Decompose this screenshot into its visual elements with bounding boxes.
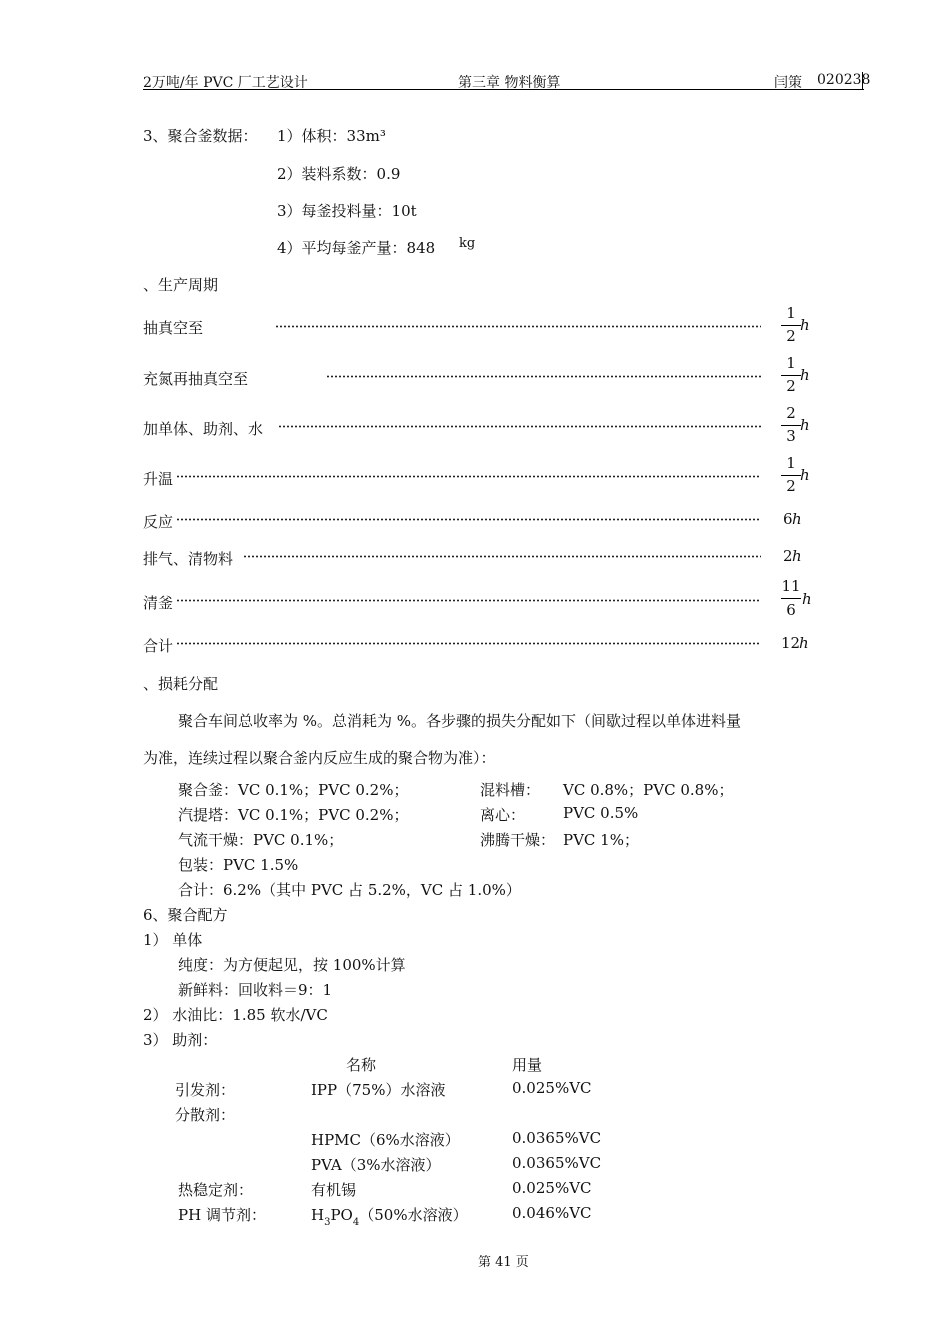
loss-right-label-2: 离心：	[480, 806, 526, 824]
reactor-item-1: 1）体积：33m³	[277, 127, 386, 145]
loss-right-label-1: 混料槽：	[480, 781, 541, 799]
header-id: 020238	[817, 72, 871, 88]
additive-name-h3po4	[311, 1204, 468, 1228]
additive-name: HPMC（6%水溶液）	[311, 1131, 460, 1149]
fraction-den: 2	[786, 327, 796, 345]
unit-h: h	[799, 634, 809, 652]
unit-h: h	[792, 547, 802, 565]
leader-dots	[278, 425, 761, 428]
formula-h: H	[311, 1206, 325, 1224]
fraction-bar	[781, 598, 801, 599]
additive-name: 有机锡	[311, 1181, 357, 1199]
fraction-num: 1	[786, 354, 796, 372]
cycle-row-value: 12	[781, 634, 801, 652]
unit-h: h	[802, 590, 812, 608]
leader-dots	[176, 642, 761, 645]
loss-left-4: 包装：PVC 1.5%	[178, 856, 299, 874]
formula-sub-4: 4	[352, 1217, 360, 1228]
formula-s1b: 新鲜料：回收料＝9：1	[178, 981, 333, 999]
cycle-row-label: 充氮再抽真空至	[143, 370, 249, 388]
fraction-den: 6	[786, 601, 796, 619]
cycle-title: 、生产周期	[143, 276, 219, 294]
loss-left-1: 聚合釜：VC 0.1%；PVC 0.2%；	[178, 781, 409, 799]
reactor-label: 3、聚合釜数据：	[143, 127, 258, 145]
leader-dots	[176, 475, 761, 478]
cycle-row-label: 排气、清物料	[143, 550, 234, 568]
cycle-row-label: 抽真空至	[143, 319, 204, 337]
additive-name: PVA（3%水溶液）	[311, 1156, 441, 1174]
additive-amount: 0.025%VC	[512, 1079, 592, 1097]
formula-s3: 3） 助剂：	[143, 1031, 218, 1049]
header-title: 2万吨/年 PVC 厂工艺设计	[143, 75, 308, 91]
fraction-num: 2	[786, 404, 796, 422]
loss-para-line2: 为准，连续过程以聚合釜内反应生成的聚合物为准）：	[143, 749, 496, 767]
additive-name: IPP（75%）水溶液	[311, 1081, 446, 1099]
additive-amount: 0.0365%VC	[512, 1154, 602, 1172]
leader-dots	[243, 555, 761, 558]
leader-dots	[176, 518, 761, 521]
unit-h: h	[800, 416, 810, 434]
cycle-row-value: 2	[783, 547, 793, 565]
additive-amount: 0.0365%VC	[512, 1129, 602, 1147]
loss-left-2: 汽提塔：VC 0.1%；PVC 0.2%；	[178, 806, 409, 824]
header-vbar	[862, 72, 863, 89]
additive-cat: 引发剂：	[175, 1081, 236, 1099]
page-number: 第 41 页	[478, 1255, 529, 1270]
fraction-bar	[781, 475, 801, 476]
col-header-amount: 用量	[512, 1056, 543, 1074]
additive-cat: PH 调节剂：	[178, 1206, 266, 1224]
formula-po: PO	[330, 1206, 353, 1224]
cycle-row-label: 反应	[143, 513, 174, 531]
col-header-name: 名称	[346, 1056, 377, 1074]
cycle-row-label: 加单体、助剂、水	[143, 420, 264, 438]
loss-right-val-2: PVC 0.5%	[563, 804, 639, 822]
loss-left-3: 气流干燥：PVC 0.1%；	[178, 831, 344, 849]
formula-sub-3: 3	[324, 1217, 331, 1228]
fraction-num: 1	[786, 304, 796, 322]
additive-amount: 0.046%VC	[512, 1204, 592, 1222]
loss-right-val-3: PVC 1%；	[563, 831, 639, 849]
fraction-bar	[781, 425, 801, 426]
additive-cat: 热稳定剂：	[178, 1181, 254, 1199]
formula-s1a: 纯度：为方便起见，按 100%计算	[178, 956, 406, 974]
cycle-row-label: 清釜	[143, 594, 174, 612]
reactor-item-2: 2）装料系数：0.9	[277, 165, 401, 183]
loss-right-label-3: 沸腾干燥：	[480, 831, 556, 849]
loss-para-line1: 聚合车间总收率为 %。总消耗为 %。各步骤的损失分配如下（间歇过程以单体进料量	[178, 712, 742, 730]
loss-title: 、损耗分配	[143, 675, 219, 693]
formula-s1: 1） 单体	[143, 931, 203, 949]
leader-dots	[275, 325, 761, 328]
loss-right-val-1: VC 0.8%；PVC 0.8%；	[563, 781, 734, 799]
fraction-num: 11	[781, 577, 801, 595]
fraction-bar	[781, 325, 801, 326]
reactor-item-4: 4）平均每釜产量：848	[277, 239, 436, 257]
fraction-den: 2	[786, 377, 796, 395]
leader-dots	[326, 375, 761, 378]
cycle-row-label: 合计	[143, 637, 174, 655]
unit-h: h	[800, 316, 810, 334]
header-chapter: 第三章 物料衡算	[458, 75, 561, 91]
unit-h: h	[800, 466, 810, 484]
fraction-bar	[781, 375, 801, 376]
cycle-row-value: 6	[783, 510, 793, 528]
fraction-num: 1	[786, 454, 796, 472]
fraction-den: 3	[786, 427, 796, 445]
unit-h: h	[792, 510, 802, 528]
reactor-item-4-unit: kg	[459, 236, 476, 251]
fraction-den: 2	[786, 477, 796, 495]
header-rule	[143, 89, 864, 90]
cycle-row-label: 升温	[143, 470, 174, 488]
formula-rest: （50%水溶液）	[359, 1206, 468, 1224]
additive-amount: 0.025%VC	[512, 1179, 592, 1197]
additive-cat: 分散剂：	[175, 1106, 236, 1124]
leader-dots	[176, 599, 761, 602]
formula-title: 6、聚合配方	[143, 906, 228, 924]
loss-total: 合计：6.2%（其中 PVC 占 5.2%，VC 占 1.0%）	[178, 881, 521, 899]
reactor-item-3: 3）每釜投料量：10t	[277, 202, 417, 220]
formula-s2: 2） 水油比：1.85 软水/VC	[143, 1006, 328, 1024]
unit-h: h	[800, 366, 810, 384]
header-author: 闫策	[774, 75, 802, 91]
